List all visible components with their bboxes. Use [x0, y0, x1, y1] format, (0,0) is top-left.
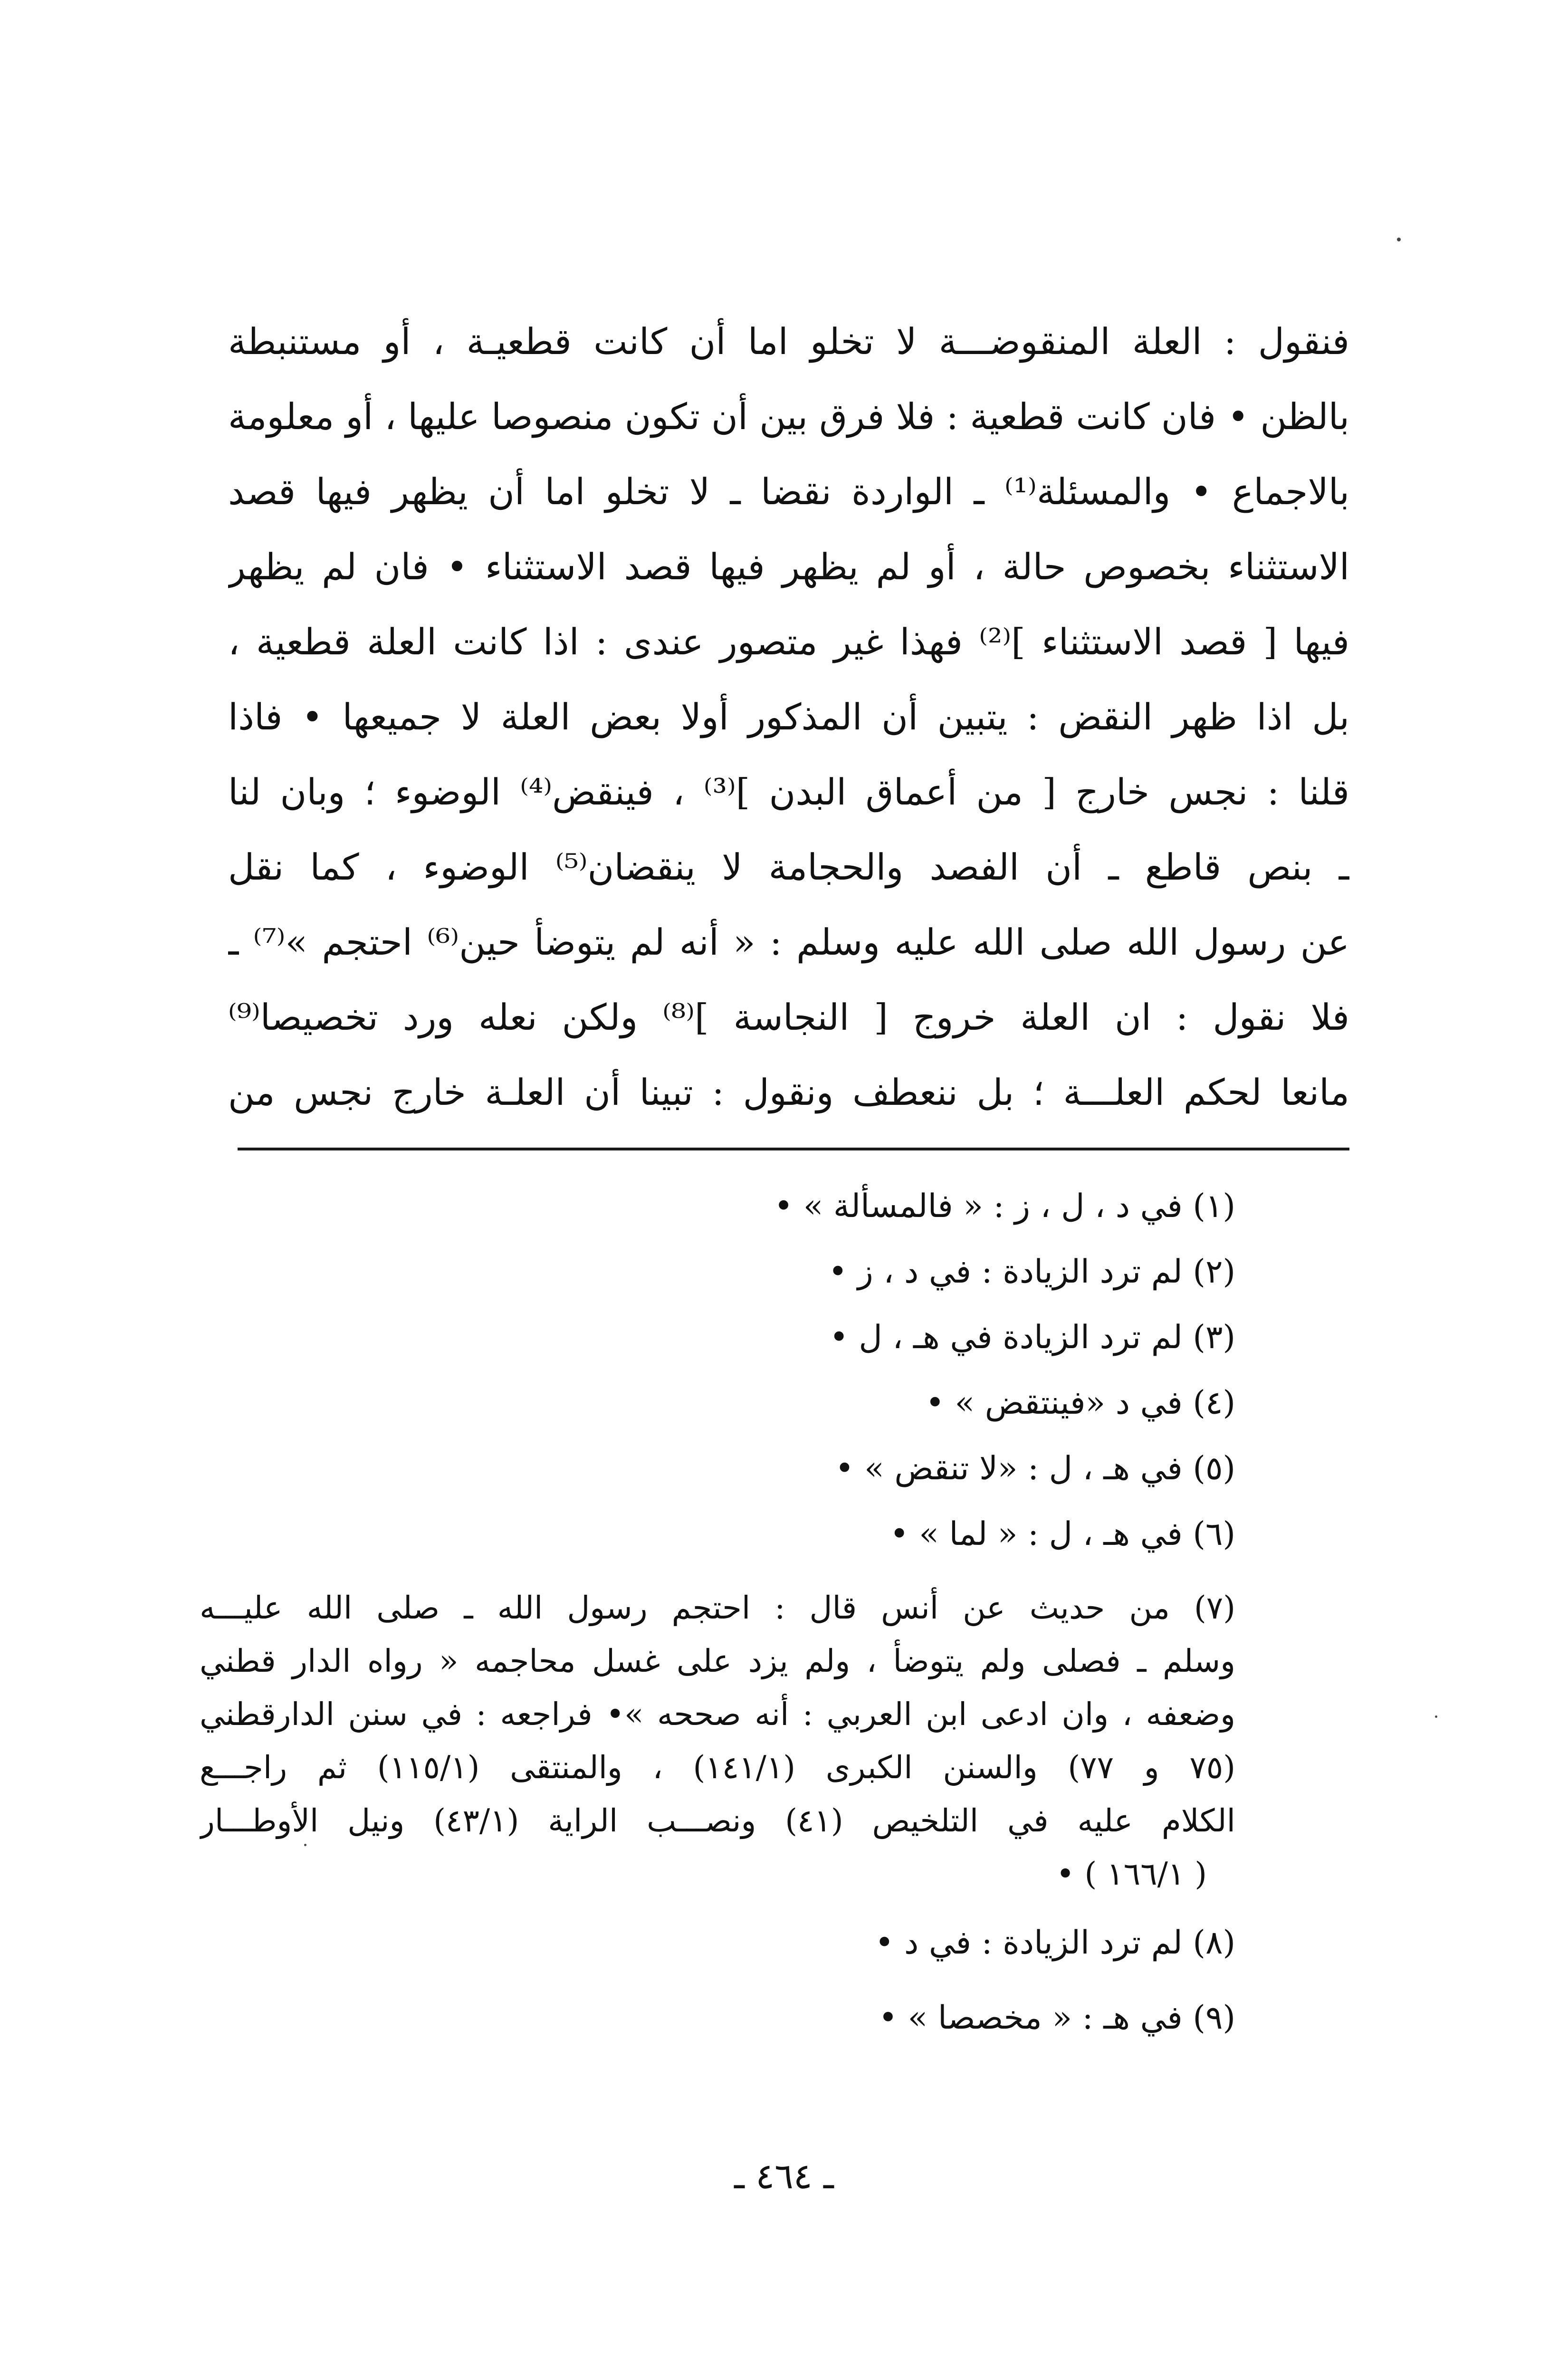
scan-speck — [304, 1844, 306, 1846]
footnote-7 — [200, 1581, 1235, 1901]
footnote-5: (٥) في هـ ، ل : «لا تنقض » • — [835, 1450, 1235, 1487]
body-line: بالظن • فان كانت قطعية : فلا فرق بين أن تكون منصوصا عليها ، أو معلومة — [228, 395, 1349, 438]
footnote-7-line: وسلم ـ فصلى ولم يتوضأ ، ولم يزد على غسل محاجمه « رواه الدار قطني — [200, 1643, 1235, 1679]
body-line: مانعا لحكم العلـــة ؛ بل ننعطف ونقول : تبينا أن العلـة خارج نجس من — [228, 1071, 1349, 1113]
scan-speck — [1397, 238, 1401, 241]
footnote-6: (٦) في هـ ، ل : « لما » • — [889, 1515, 1235, 1553]
footnote-4: (٤) في د «فينتقض » • — [925, 1384, 1235, 1422]
footnote-7-line: (٧٥ و ٧٧) والسنن الكبرى (١٤١/١) ، والمنتقى (١١٥/١) ثم راجـــع — [200, 1749, 1235, 1786]
body-line: فيها [ قصد الاستثناء ]⁽²⁾ فهذا غير متصور عندى : اذا كانت العلة قطعية ، — [228, 621, 1349, 663]
footnote-7-line: ( ١٦٦/١ ) • — [1056, 1856, 1207, 1892]
body-line: قلنا : نجس خارج [ من أعماق البدن ]⁽³⁾ ، فينقض⁽⁴⁾ الوضوء ؛ وبان لنا — [228, 771, 1349, 813]
footnote-separator-rule — [238, 1148, 1349, 1150]
footnote-7-line: وضعفه ، وان ادعى ابن العربي : أنه صححه »• فراجعه : في سنن الدارقطني — [200, 1696, 1235, 1733]
scan-speck — [1435, 1715, 1437, 1718]
body-line: عن رسول الله صلى الله عليه وسلم : « أنه لم يتوضأ حين⁽⁶⁾ احتجم »⁽⁷⁾ ـ — [228, 921, 1349, 963]
footnote-2: (٢) لم ترد الزيادة : في د ، ز • — [828, 1253, 1235, 1291]
body-line: الاستثناء بخصوص حالة ، أو لم يظهر فيها قصد الاستثناء • فان لم يظهر — [228, 546, 1349, 588]
footnote-7-line: (٧) من حديث عن أنس قال : احتجم رسول الله ـ صلى الله عليـــه — [200, 1590, 1235, 1626]
body-line: فلا نقول : ان العلة خروج [ النجاسة ]⁽⁸⁾ ولكن نعله ورد تخصيصا⁽⁹⁾ — [228, 996, 1349, 1038]
footnote-3: (٣) لم ترد الزيادة في هـ ، ل • — [829, 1319, 1235, 1356]
body-line: فنقول : العلة المنقوضـــة لا تخلو اما أن كانت قطعيـة ، أو مستنبطة — [228, 320, 1349, 363]
main-text-block — [228, 304, 1349, 1130]
footnote-1: (١) في د ، ل ، ز : « فالمسألة » • — [774, 1188, 1235, 1225]
footnote-7-line: الكلام عليه في التلخيص (٤١) ونصـــب الراية (٤٣/١) ونيل الأوطـــار — [200, 1802, 1235, 1839]
footnote-9: (٩) في هـ : « مخصصا » • — [878, 1999, 1235, 2037]
body-line: ـ بنص قاطع ـ أن الفصد والحجامة لا ينقضان⁽⁵⁾ الوضوء ، كما نقل — [228, 846, 1349, 888]
body-line: بل اذا ظهر النقض : يتبين أن المذكور أولا بعض العلة لا جميعها • فاذا — [228, 696, 1349, 738]
footnote-8: (٨) لم ترد الزيادة : في د • — [875, 1924, 1235, 1962]
page-number: ـ ٤٦٤ ـ — [734, 2156, 834, 2197]
body-line: بالاجماع • والمسئلة⁽¹⁾ ـ الواردة نقضا ـ لا تخلو اما أن يظهر فيها قصد — [228, 470, 1349, 513]
footnotes-block — [200, 1174, 1235, 2051]
